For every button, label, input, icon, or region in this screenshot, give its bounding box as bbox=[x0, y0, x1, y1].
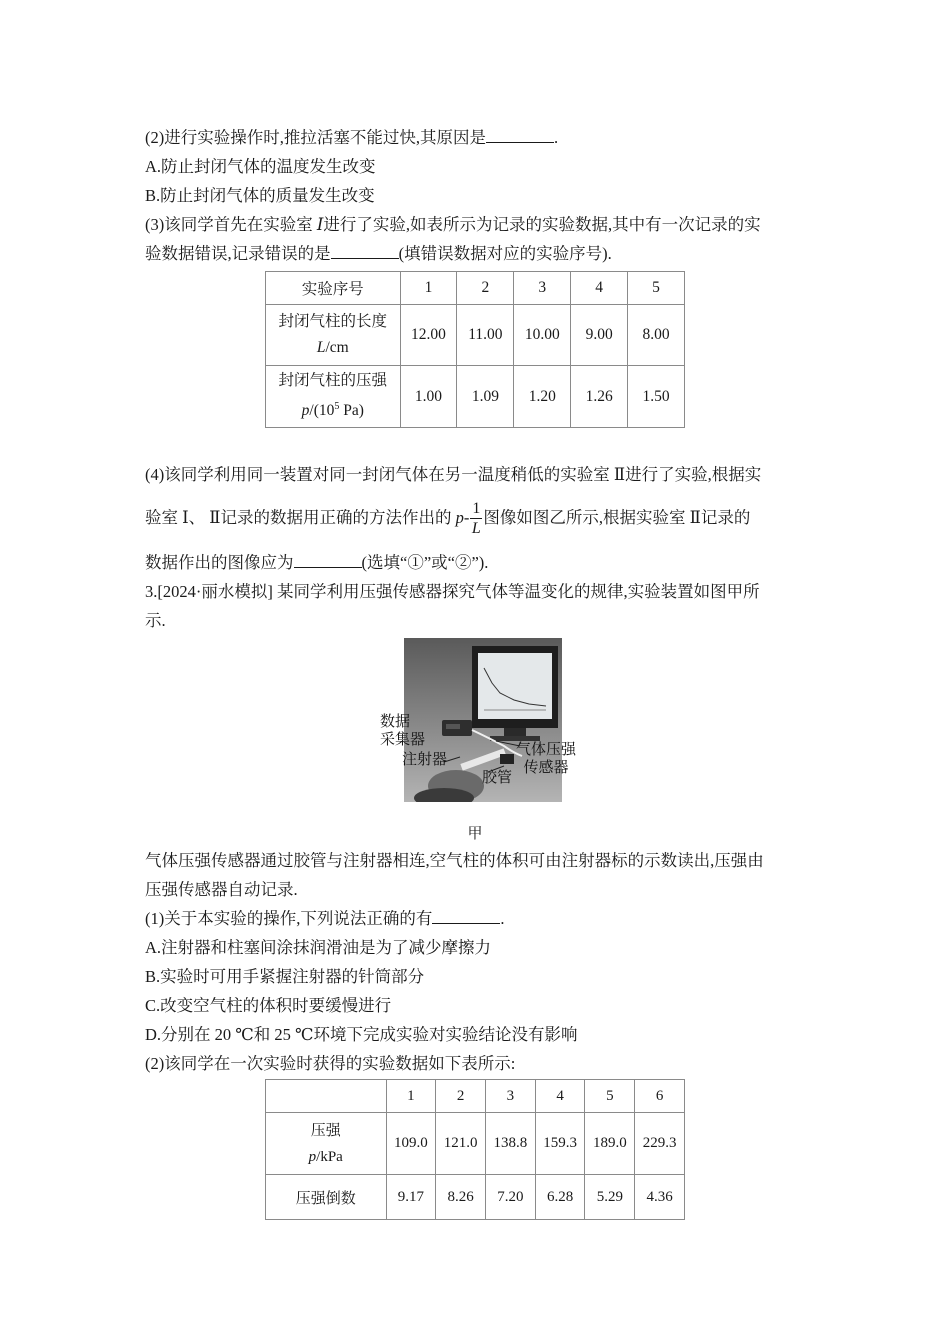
table-header-cell: 4 bbox=[535, 1080, 585, 1113]
table-cell: 189.0 bbox=[585, 1113, 635, 1175]
option-a: A.防止封闭气体的温度发生改变 bbox=[145, 157, 376, 176]
table-row bbox=[266, 1175, 685, 1220]
table-cell: 1.00 bbox=[400, 366, 457, 428]
q2-4-line3: 数据作出的图像应为 (选填“①”或“②”). bbox=[145, 553, 489, 572]
table-cell: 1.50 bbox=[628, 366, 685, 428]
table-header-cell: 3 bbox=[514, 272, 571, 305]
table-header-cell: 实验序号 bbox=[266, 272, 401, 305]
q2-4-line2: 验室 Ⅰ、 Ⅱ记录的数据用正确的方法作出的 p- $\frac{1}{L}$ 图像如图乙所示,根据实验室 Ⅱ记录的 bbox=[145, 500, 751, 538]
table-cell: 4.36 bbox=[635, 1175, 685, 1220]
option-a: A.注射器和柱塞间涂抹润滑油是为了减少摩擦力 bbox=[145, 938, 492, 957]
row-label-length: 封闭气柱的长度 L/cm bbox=[266, 305, 401, 366]
option-b: B.防止封闭气体的质量发生改变 bbox=[145, 186, 375, 205]
table-cell: 1.20 bbox=[514, 366, 571, 428]
data-table-1 bbox=[265, 271, 685, 428]
table-header-cell: 6 bbox=[635, 1080, 685, 1113]
q3-intro-line2: 示. bbox=[145, 611, 166, 630]
q3-desc-line1: 气体压强传感器通过胶管与注射器相连,空气柱的体积可由注射器标的示数读出,压强由 bbox=[145, 851, 764, 870]
q2-3-line2: 验数据错误,记录错误的是 (填错误数据对应的实验序号). bbox=[145, 244, 612, 263]
answer-blank[interactable] bbox=[486, 127, 554, 143]
q3-sub1-stem: (1)关于本实验的操作,下列说法正确的有 . bbox=[145, 909, 505, 928]
q2-4-line1: (4)该同学利用同一装置对同一封闭气体在另一温度稍低的实验室 Ⅱ进行了实验,根据实 bbox=[145, 465, 762, 484]
figure-caption: 甲 bbox=[467, 826, 483, 842]
data-table-2 bbox=[265, 1079, 685, 1220]
option-b: B.实验时可用手紧握注射器的针筒部分 bbox=[145, 967, 425, 986]
table-cell: 7.20 bbox=[486, 1175, 536, 1220]
label-tube: 胶管 bbox=[482, 768, 513, 786]
row-label-pressure: 压强 p/kPa bbox=[266, 1113, 387, 1175]
table-cell: 5.29 bbox=[585, 1175, 635, 1220]
label-data-collector: 数据 采集器 bbox=[380, 712, 426, 748]
q3-intro-line1: 3.[2024·丽水模拟] 某同学利用压强传感器探究气体等温变化的规律,实验装置如图甲所 bbox=[145, 582, 760, 601]
table-cell: 1.09 bbox=[457, 366, 514, 428]
answer-blank[interactable] bbox=[294, 552, 362, 568]
answer-blank[interactable] bbox=[331, 243, 399, 259]
q2-3-line1: (3)该同学首先在实验室 Ⅰ进行了实验,如表所示为记录的实验数据,其中有一次记录的实 bbox=[145, 215, 761, 234]
row-label-pressure: 封闭气柱的压强 $p/(10^5$ Pa) bbox=[266, 366, 401, 428]
table-row bbox=[266, 366, 685, 428]
table-header-cell: 4 bbox=[571, 272, 628, 305]
table-cell: 229.3 bbox=[635, 1113, 685, 1175]
table-cell: 6.28 bbox=[535, 1175, 585, 1220]
table-header-cell: 5 bbox=[585, 1080, 635, 1113]
table-cell: 138.8 bbox=[486, 1113, 536, 1175]
option-d: D.分别在 20 ℃和 25 ℃环境下完成实验对实验结论没有影响 bbox=[145, 1025, 578, 1044]
table-cell: 109.0 bbox=[386, 1113, 436, 1175]
table-cell: 1.26 bbox=[571, 366, 628, 428]
table-cell: 12.00 bbox=[400, 305, 457, 366]
table-header-cell: 1 bbox=[400, 272, 457, 305]
table-cell: 159.3 bbox=[535, 1113, 585, 1175]
table-cell: 9.00 bbox=[571, 305, 628, 366]
table-header-row bbox=[266, 272, 685, 305]
q3-desc-line2: 压强传感器自动记录. bbox=[145, 880, 298, 899]
table-cell: 121.0 bbox=[436, 1113, 486, 1175]
table-row bbox=[266, 1113, 685, 1175]
table-cell: 9.17 bbox=[386, 1175, 436, 1220]
q2-2-stem: (2)进行实验操作时,推拉活塞不能过快,其原因是 . bbox=[145, 128, 559, 147]
pressure-sensor-icon bbox=[500, 754, 514, 764]
table-cell: 8.26 bbox=[436, 1175, 486, 1220]
row-label-reciprocal: 压强倒数 bbox=[266, 1175, 387, 1220]
monitor-icon bbox=[472, 646, 558, 741]
table-row bbox=[266, 305, 685, 366]
table-header-cell: 5 bbox=[628, 272, 685, 305]
table-cell: 11.00 bbox=[457, 305, 514, 366]
option-c: C.改变空气柱的体积时要缓慢进行 bbox=[145, 996, 392, 1015]
answer-blank[interactable] bbox=[432, 908, 500, 924]
table-cell: 8.00 bbox=[628, 305, 685, 366]
data-collector-icon bbox=[442, 720, 472, 736]
table-header-cell: 3 bbox=[486, 1080, 536, 1113]
table-header-cell: 2 bbox=[436, 1080, 486, 1113]
table-header-cell bbox=[266, 1080, 387, 1113]
table-header-cell: 1 bbox=[386, 1080, 436, 1113]
table-header-row bbox=[266, 1080, 685, 1113]
label-syringe: 注射器 bbox=[402, 750, 448, 768]
table-header-cell: 2 bbox=[457, 272, 514, 305]
fraction-1-over-L: $\frac{1}{L}$ bbox=[471, 500, 481, 538]
label-pressure-sensor: 气体压强 传感器 bbox=[516, 740, 577, 776]
q3-sub2-stem: (2)该同学在一次实验时获得的实验数据如下表所示: bbox=[145, 1054, 516, 1073]
table-cell: 10.00 bbox=[514, 305, 571, 366]
